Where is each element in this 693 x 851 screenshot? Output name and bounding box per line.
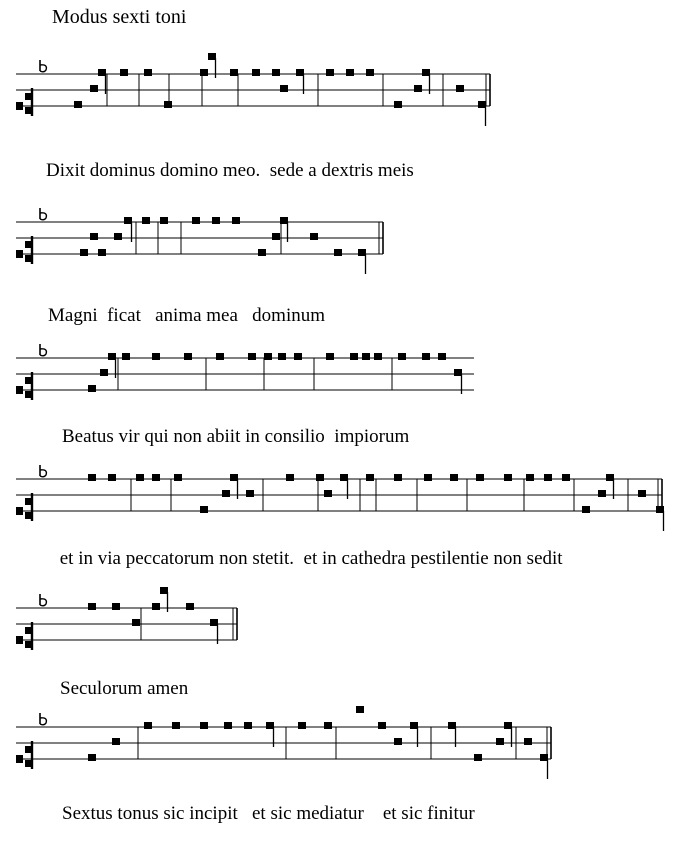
- staff-system-3: [0, 346, 693, 406]
- staff-system-4: [0, 467, 693, 527]
- note: [144, 722, 152, 729]
- note: [88, 603, 96, 610]
- note: [200, 506, 208, 513]
- note: [100, 369, 108, 376]
- note: [222, 490, 230, 497]
- c-clef: [16, 493, 32, 521]
- note-stemmed: [540, 754, 548, 779]
- note: [88, 474, 96, 481]
- note: [638, 490, 646, 497]
- note: [272, 233, 280, 240]
- note: [394, 738, 402, 745]
- lyric-system-4: et in via peccatorum non stetit. et in cathedra pestilentie non sedit: [36, 548, 563, 569]
- note-stemmed: [478, 101, 486, 126]
- note: [248, 353, 256, 360]
- b-mark-icon: [40, 713, 46, 725]
- note: [88, 385, 96, 392]
- note: [98, 249, 106, 256]
- lyric-system-3: Beatus vir qui non abiit in consilio impiorum: [62, 426, 410, 447]
- b-mark-icon: [40, 208, 46, 220]
- note: [132, 619, 140, 626]
- note: [252, 69, 260, 76]
- b-mark-icon: [40, 594, 46, 606]
- note: [562, 474, 570, 481]
- note: [326, 69, 334, 76]
- note: [414, 85, 422, 92]
- lyric-system-5: Seculorum amen: [60, 678, 189, 699]
- note: [286, 474, 294, 481]
- note: [598, 490, 606, 497]
- note: [174, 474, 182, 481]
- note: [258, 249, 266, 256]
- note: [350, 353, 358, 360]
- note: [398, 353, 406, 360]
- b-mark-icon: [40, 344, 46, 356]
- note: [224, 722, 232, 729]
- note: [232, 217, 240, 224]
- note: [88, 754, 96, 761]
- note: [544, 474, 552, 481]
- note: [326, 353, 334, 360]
- note: [152, 474, 160, 481]
- note: [172, 722, 180, 729]
- note: [136, 474, 144, 481]
- note: [112, 738, 120, 745]
- note: [144, 69, 152, 76]
- c-clef: [16, 741, 32, 769]
- note: [294, 353, 302, 360]
- lyric-system-2: Magni ficat anima mea dominum: [48, 305, 326, 326]
- note: [378, 722, 386, 729]
- note: [164, 101, 172, 108]
- note: [244, 722, 252, 729]
- staff-system-1: [0, 62, 693, 122]
- note: [316, 474, 324, 481]
- c-clef: [16, 622, 32, 650]
- note: [356, 706, 364, 713]
- note: [122, 353, 130, 360]
- note: [324, 490, 332, 497]
- note: [184, 353, 192, 360]
- note: [264, 353, 272, 360]
- note: [456, 85, 464, 92]
- note: [142, 217, 150, 224]
- b-mark-icon: [40, 60, 46, 72]
- note: [334, 249, 342, 256]
- note: [230, 69, 238, 76]
- note: [424, 474, 432, 481]
- note: [310, 233, 318, 240]
- note: [422, 353, 430, 360]
- note: [108, 474, 116, 481]
- note: [524, 738, 532, 745]
- note: [374, 353, 382, 360]
- note: [278, 353, 286, 360]
- staff-system-6: [0, 715, 693, 775]
- note: [366, 69, 374, 76]
- note: [192, 217, 200, 224]
- note: [80, 249, 88, 256]
- page-title: Modus sexti toni: [52, 6, 187, 28]
- note: [346, 69, 354, 76]
- lyric-system-1: Dixit dominus domino meo. sede a dextris meis: [46, 160, 414, 181]
- c-clef: [16, 88, 32, 116]
- note: [90, 85, 98, 92]
- note-stemmed: [656, 506, 664, 531]
- note: [160, 217, 168, 224]
- b-mark-icon: [40, 465, 46, 477]
- note: [212, 217, 220, 224]
- note: [366, 474, 374, 481]
- note: [280, 85, 288, 92]
- note: [394, 474, 402, 481]
- note: [504, 474, 512, 481]
- c-clef: [16, 236, 32, 264]
- note: [394, 101, 402, 108]
- note: [526, 474, 534, 481]
- note: [496, 738, 504, 745]
- note: [362, 353, 370, 360]
- note-stemmed: [358, 249, 366, 274]
- note: [152, 353, 160, 360]
- note: [272, 69, 280, 76]
- lyric-system-6: Sextus tonus sic incipit et sic mediatur et sic finitur: [62, 803, 475, 824]
- note: [120, 69, 128, 76]
- note: [474, 754, 482, 761]
- note: [186, 603, 194, 610]
- note: [246, 490, 254, 497]
- note: [298, 722, 306, 729]
- staff-system-2: [0, 210, 693, 270]
- note: [74, 101, 82, 108]
- c-clef: [16, 372, 32, 400]
- note: [114, 233, 122, 240]
- note: [438, 353, 446, 360]
- note: [90, 233, 98, 240]
- note: [324, 722, 332, 729]
- note: [582, 506, 590, 513]
- note: [476, 474, 484, 481]
- note: [112, 603, 120, 610]
- note: [450, 474, 458, 481]
- note: [200, 69, 208, 76]
- note: [216, 353, 224, 360]
- staff-system-5: [0, 596, 693, 656]
- note: [152, 603, 160, 610]
- note: [200, 722, 208, 729]
